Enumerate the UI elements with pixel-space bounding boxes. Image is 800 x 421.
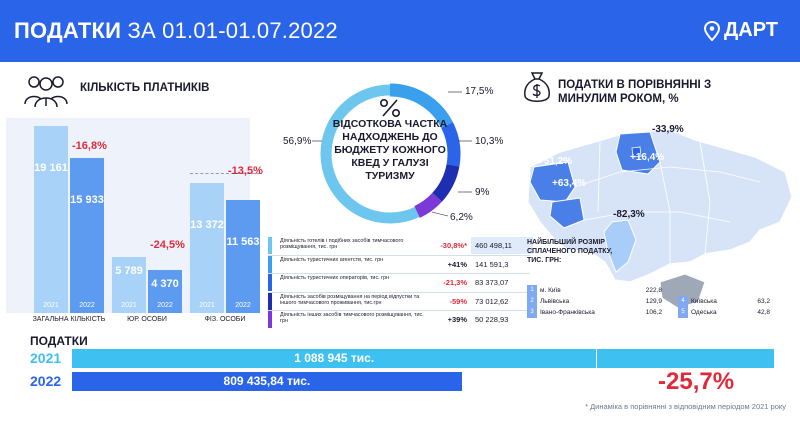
share-chart-title: ВІДСОТКОВА ЧАСТКА НАДХОДЖЕНЬ ДО БЮДЖЕТУ КОЖНОГО КВЕД У ГАЛУЗІ ТУРИЗМУ	[332, 118, 448, 182]
kved-amount: 141 591,3	[475, 259, 509, 269]
tax-year-label: 2021	[30, 350, 62, 366]
rank-title: НАЙБІЛЬШИЙ РОЗМІР СПЛАЧЕНОГО ПОДАТКУ, ТИС. ГРН:	[527, 239, 613, 264]
rank-value: 222,8	[645, 287, 662, 294]
rank-item	[527, 307, 662, 318]
kved-swatch	[268, 256, 272, 273]
payers-bar-value: 13 372	[190, 218, 224, 231]
rank-number: 1	[527, 285, 537, 296]
payers-category-label: ФІЗ. ОСОБИ	[204, 316, 246, 323]
kved-description: Діяльність туристичних операторів, тис. грн	[280, 275, 390, 281]
payers-bar-value: 5 789	[115, 264, 143, 277]
payers-bar	[148, 270, 182, 313]
map-region-label: +51,2%	[538, 156, 573, 167]
rank-number: 2	[527, 296, 537, 307]
rank-value: 129,9	[645, 298, 662, 305]
payers-dashed-guide	[190, 173, 260, 174]
rank-value: 42,8	[757, 309, 770, 316]
rank-item	[527, 285, 662, 296]
payers-bar-year: 2021	[199, 301, 215, 309]
rank-item	[527, 296, 662, 307]
kved-row	[268, 237, 530, 254]
kved-row	[268, 274, 530, 291]
payers-category-label: ЗАГАЛЬНА КІЛЬКІСТЬ	[32, 316, 106, 323]
rank-region-name: Івано-Франківська	[540, 309, 595, 316]
payers-bar	[112, 257, 146, 313]
payers-category-label: ЮР. ОСОБИ	[127, 316, 167, 323]
kved-change: -30,8%*	[440, 241, 467, 250]
map-section-title: ПОДАТКИ В ПОРІВНЯННІ З МИНУЛИМ РОКОМ, %	[558, 79, 712, 105]
footnote: * Динаміка в порівнянні з відповідним періодом 2021 року	[585, 402, 786, 411]
header-banner	[0, 0, 800, 62]
rank-value: 106,2	[645, 309, 662, 316]
rank-item	[678, 296, 770, 307]
kved-row	[268, 256, 530, 273]
kved-swatch	[268, 293, 272, 310]
kved-swatch	[268, 311, 272, 328]
kved-description: Діяльність туристичних агентств, тис. грн	[280, 256, 384, 263]
donut-slice-label: 56,9%	[283, 136, 312, 147]
payers-bar-year: 2022	[235, 301, 251, 309]
payers-bar-value: 11 563	[226, 236, 260, 249]
kved-amount: 83 373,07	[475, 278, 509, 287]
kved-row	[268, 311, 530, 328]
title-bold: ПОДАТКИ	[14, 18, 122, 43]
donut-slice-label: 17,5%	[465, 86, 494, 97]
rank-region-name: м. Київ	[540, 287, 561, 294]
kved-description: Діяльність засобів розміщування на період відпустки та іншого тимчасового проживання, тис.грн	[280, 293, 420, 306]
kved-change: -21,3%	[443, 278, 467, 287]
payers-change: -16,8%	[72, 140, 107, 153]
payers-bar-year: 2022	[79, 301, 95, 309]
payers-bar	[190, 183, 224, 313]
payers-bar-value: 19 161	[34, 162, 68, 175]
people-group-icon	[22, 72, 70, 108]
map-region-label: +63,4%	[552, 178, 587, 189]
kved-swatch	[268, 274, 272, 291]
donut-slice-label: 9%	[475, 187, 490, 198]
payers-bar	[70, 158, 104, 313]
payers-bar-year: 2022	[157, 301, 173, 309]
kved-swatch	[268, 237, 272, 254]
rank-number: 4	[678, 296, 688, 307]
taxes-title: ПОДАТКИ	[30, 334, 88, 348]
rank-region-name: Львівська	[540, 298, 570, 305]
kved-change: +41%	[447, 259, 467, 269]
kved-amount: 73 012,62	[475, 296, 509, 306]
rank-value: 63,2	[757, 298, 770, 305]
map-region-label: +16,4%	[630, 152, 665, 163]
tax-bar: 1 088 945 тис.	[72, 349, 596, 368]
donut-slice-label: 6,2%	[450, 212, 473, 223]
rank-region-name: Одеська	[691, 309, 717, 316]
tax-bar-divider	[596, 349, 597, 368]
payers-bar	[34, 126, 68, 313]
map-region-label: -33,9%	[652, 124, 684, 135]
tax-change: -25,7%	[658, 368, 735, 395]
money-bag-icon	[522, 70, 552, 106]
payers-section-title: КІЛЬКІСТЬ ПЛАТНИКІВ	[80, 82, 210, 94]
payers-bar-year: 2021	[43, 301, 59, 309]
tax-bar: 809 435,84 тис.	[72, 372, 462, 391]
title-period: ЗА 01.01-01.07.2022	[127, 18, 338, 43]
payers-bar-value: 15 933	[70, 193, 104, 206]
kved-change: +39%	[447, 315, 467, 324]
payers-bar-value: 4 370	[151, 278, 179, 291]
rank-number: 3	[527, 307, 537, 318]
payers-change: -24,5%	[150, 238, 185, 251]
donut-slice-label: 10,3%	[475, 136, 504, 147]
rank-item	[678, 307, 770, 318]
payers-bar	[226, 200, 260, 313]
rank-region-name: Київська	[691, 298, 717, 305]
page-title	[14, 18, 338, 44]
kved-description: Діяльність готелів і подібних засобів тимчасового розміщування, тис. грн	[280, 238, 404, 251]
payers-change: -13,5%	[228, 164, 263, 177]
logo-text: ДАРТ	[724, 19, 778, 41]
kved-change: -59%	[449, 296, 467, 306]
donut-slice	[417, 197, 437, 212]
rank-number: 5	[678, 307, 688, 318]
tax-year-label: 2022	[30, 373, 62, 389]
kved-amount: 460 498,11	[471, 237, 533, 254]
kved-amount: 50 228,93	[475, 315, 509, 324]
payers-bar-year: 2021	[121, 301, 137, 309]
map-region-label: -82,3%	[613, 209, 645, 220]
kved-row	[268, 293, 530, 310]
brand-logo	[704, 19, 778, 42]
percent-icon	[379, 98, 401, 118]
kved-description: Діяльність інших засобів тимчасового розміщування, тис. грн	[280, 312, 424, 325]
location-pin-icon	[704, 21, 720, 41]
